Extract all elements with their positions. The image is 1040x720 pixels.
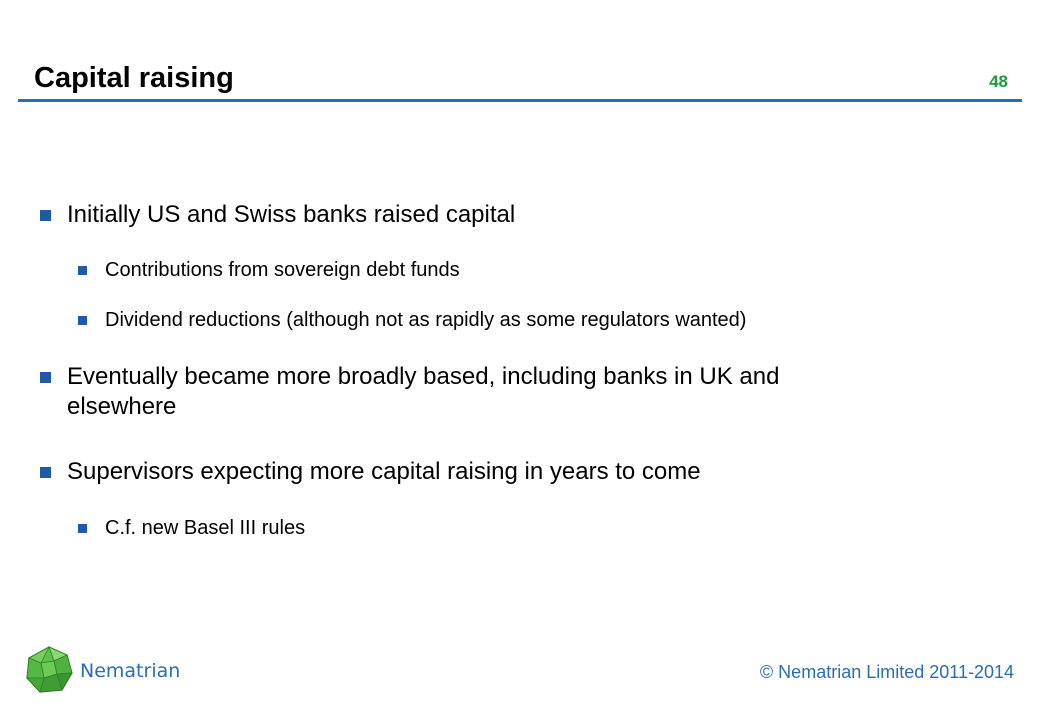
- footer-copyright: © Nematrian Limited 2011-2014: [759, 662, 1014, 682]
- square-bullet-icon: [40, 210, 51, 221]
- bullet-text: C.f. new Basel III rules: [105, 517, 306, 539]
- bullet-text: Supervisors expecting more capital raising in years to come: [67, 458, 701, 485]
- green-polyhedron-logo-icon: [24, 645, 74, 695]
- square-bullet-icon: [78, 316, 87, 325]
- bullet-text: Initially US and Swiss banks raised capital: [67, 201, 516, 228]
- square-bullet-icon: [78, 524, 87, 533]
- bullet-text: Eventually became more broadly based, including banks in UK and elsewhere: [67, 363, 780, 420]
- bullet-item: [40, 362, 860, 422]
- title-divider: [18, 99, 1022, 102]
- square-bullet-icon: [40, 467, 51, 478]
- bullet-item: [78, 307, 978, 333]
- square-bullet-icon: [78, 266, 87, 275]
- slide-title: Capital raising: [34, 62, 234, 94]
- bullet-item: [78, 515, 978, 541]
- slide-number: 48: [989, 72, 1008, 91]
- footer-brand: Nematrian: [80, 660, 181, 682]
- bullet-text: Contributions from sovereign debt funds: [105, 259, 460, 281]
- bullet-item: [78, 257, 978, 283]
- bullet-item: [40, 200, 940, 230]
- bullet-text: Dividend reductions (although not as rapidly as some regulators wanted): [105, 309, 747, 331]
- bullet-item: [40, 457, 940, 487]
- square-bullet-icon: [40, 372, 51, 383]
